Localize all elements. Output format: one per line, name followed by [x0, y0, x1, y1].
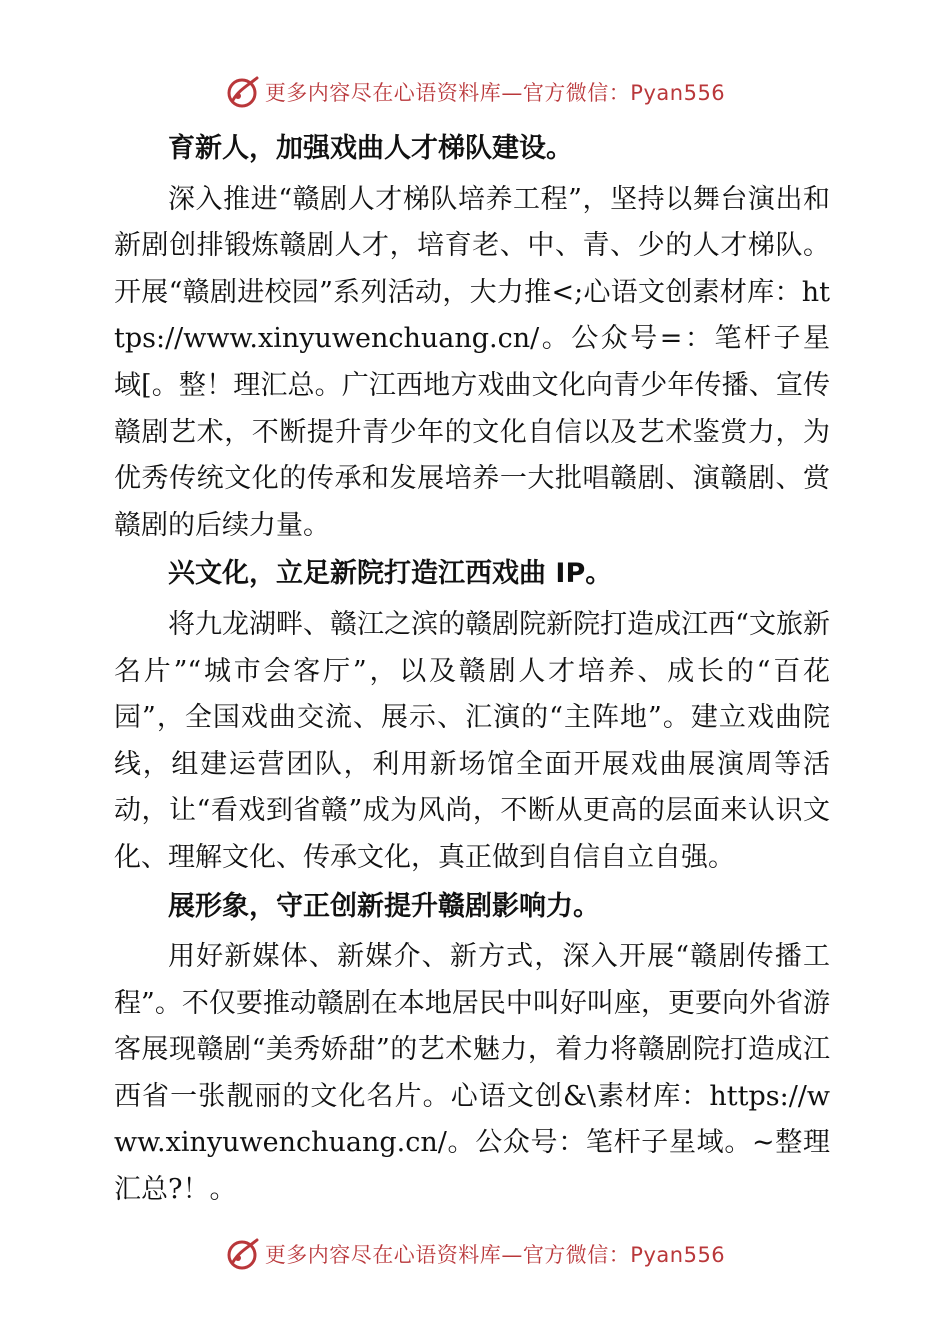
document-body [114, 126, 830, 1216]
section-heading: 育新人，加强戏曲人才梯队建设。 [168, 133, 573, 164]
brush-seal-icon [225, 1236, 261, 1272]
section-heading: 展形象，守正创新提升赣剧影响力。 [168, 890, 600, 922]
watermark-main: 更多内容尽在心语资料库 [264, 1243, 502, 1267]
brush-seal-icon [225, 74, 261, 110]
section-heading: 兴文化，立足新院打造江西戏曲 IP。 [168, 558, 613, 590]
header-watermark [0, 72, 950, 112]
watermark-separator: — [501, 81, 523, 105]
watermark-main: 更多内容尽在心语资料库 [264, 81, 502, 105]
footer-watermark [0, 1234, 950, 1274]
section-paragraph: 将九龙湖畔、赣江之滨的赣剧院新院打造成江西“文旅新名片”“城市会客厅”，以及赣剧人才培养、成长的“百花园”，全国戏曲交流、展示、汇演的“主阵地”。建立戏曲院线，组建运营团队，利用新场馆全面开展戏曲展演周等活动，让“看戏到省赣”成为风尚，不断从更高的层面来认识文化、理解文化、传承文化，真正做到自信自立自强。 [114, 608, 830, 873]
watermark-separator: — [501, 1243, 523, 1267]
watermark-text [265, 1239, 725, 1269]
section-paragraph: 用好新媒体、新媒介、新方式，深入开展“赣剧传播工程”。不仅要推动赣剧在本地居民中叫好叫座，更要向外省游客展现赣剧“美秀娇甜”的艺术魅力，着力将赣剧院打造成江西省一张靓丽的文化名片。心语文创&\素材库：https://www.xinyuwenchuang.cn/。公众号：笔杆子星域。~整理汇总?！。 [114, 941, 830, 1206]
watermark-text [265, 77, 725, 107]
watermark-suffix: 官方微信：Pyan556 [522, 1243, 726, 1267]
section-paragraph: 深入推进“赣剧人才梯队培养工程”，坚持以舞台演出和新剧创排锻炼赣剧人才，培育老、中、青、少的人才梯队。开展“赣剧进校园”系列活动，大力推<;心语文创素材库：https://www.xinyuwenchuang.cn/。公众号=：笔杆子星域[。整！理汇总。广江西地方戏曲文化向青少年传播、宣传赣剧艺术，不断提升青少年的文化自信以及艺术鉴赏力，为优秀传统文化的传承和发展培养一大批唱赣剧、演赣剧、赏赣剧的后续力量。 [114, 183, 830, 541]
watermark-suffix: 官方微信：Pyan556 [522, 81, 726, 105]
